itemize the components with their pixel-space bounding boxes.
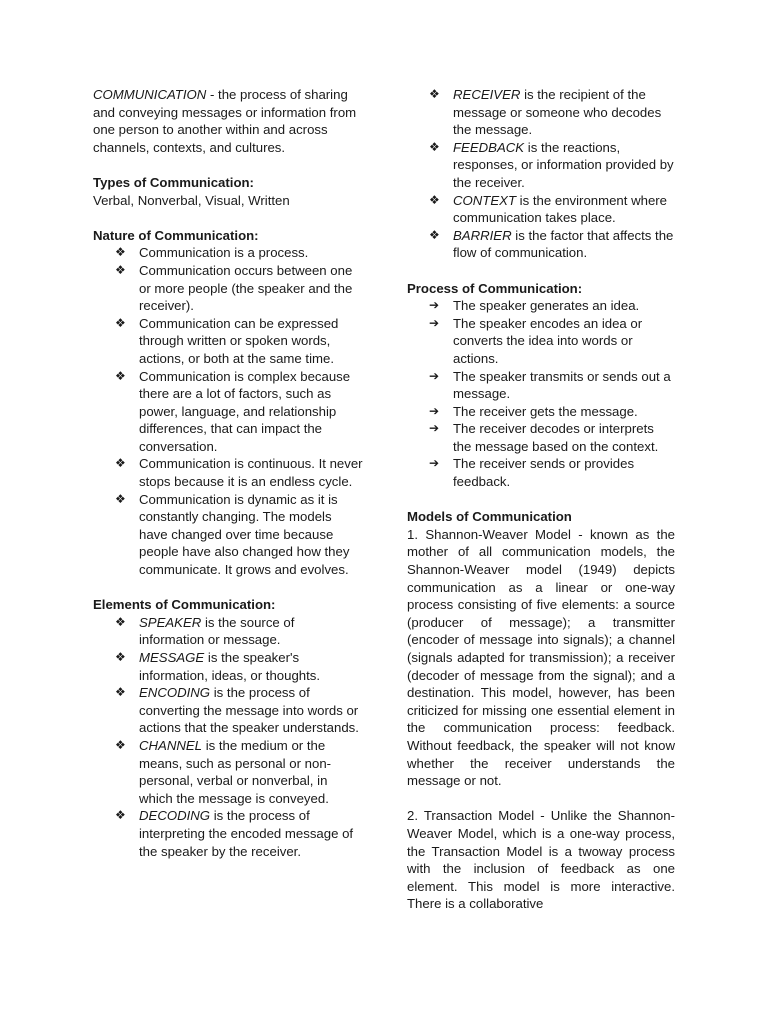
list-item: [407, 368, 675, 403]
list-item: [93, 244, 363, 262]
diamond-bullet-icon: ❖: [115, 368, 126, 383]
list-item-text: Communication is dynamic as it is constantly changing. The models have changed over time because people have also changed how they communicate. It grows and evolves.: [139, 491, 350, 578]
element-term: BARRIER: [453, 227, 512, 243]
element-term: DECODING: [139, 808, 211, 824]
diamond-bullet-icon: ❖: [429, 192, 440, 207]
diamond-bullet-icon: ❖: [115, 262, 126, 277]
process-heading: Process of Communication:: [407, 280, 583, 296]
element-text: is the process of converting the message into words or actions that the speaker understands.: [139, 685, 359, 736]
left-column: [93, 86, 363, 860]
intro-definition: - the process of sharing and conveying messages or information from one person to another within and across channels, contexts, and cultures.: [93, 87, 357, 155]
list-item: [93, 684, 363, 737]
element-text: is the recipient of the message or someone who decodes the message.: [453, 87, 662, 138]
element-term: MESSAGE: [139, 650, 205, 665]
list-item: [407, 192, 675, 227]
arrow-bullet-icon: ➔: [429, 403, 440, 418]
nature-heading: Nature of Communication:: [93, 227, 259, 243]
element-text: is the reactions, responses, or information provided by the receiver.: [453, 139, 674, 190]
shannon-weaver-paragraph: 1. Shannon-Weaver Model - known as the mother of all communication models, the Shannon-Weaver model (1949) depicts communication as a linear or one-way process consisting of five elements: a source (producer of message); a transmitter (encoder of message into signals); a channel (signals adapted for transmission); a receiver (decoder of message from the signal); and a destination. This model, however, has been criticized for missing one essential element in the communication process: feedback. Without feedback, the speaker will not know whether the receiver understands the message or not.: [407, 526, 675, 789]
models-heading: Models of Communication: [407, 509, 572, 525]
element-text: is the medium or the means, such as personal or non-personal, verbal or nonverbal, in which the message is conveyed.: [139, 737, 332, 806]
diamond-bullet-icon: ❖: [429, 227, 440, 242]
element-text: is the source of information or message.: [139, 614, 295, 648]
intro-paragraph: [93, 86, 363, 156]
diamond-bullet-icon: ❖: [115, 245, 126, 260]
element-term: SPEAKER: [139, 614, 202, 630]
diamond-bullet-icon: ❖: [429, 87, 440, 101]
diamond-bullet-icon: ❖: [115, 650, 126, 664]
diamond-bullet-icon: ❖: [115, 808, 126, 823]
list-item-text: The speaker generates an idea.: [453, 298, 640, 314]
list-item: [93, 807, 363, 860]
list-item: [407, 297, 675, 315]
list-item-text: Communication occurs between one or more people (the speaker and the receiver).: [139, 262, 353, 314]
element-term: CHANNEL: [139, 737, 203, 753]
arrow-bullet-icon: ➔: [429, 421, 440, 436]
elements-list-left: [93, 614, 363, 860]
list-item: [407, 420, 675, 455]
list-item-text: The speaker transmits or sends out a message.: [453, 368, 671, 402]
list-item: [93, 614, 363, 649]
list-item-text: The receiver decodes or interprets the message based on the context.: [453, 421, 659, 454]
list-item: [407, 455, 675, 490]
element-text: is the factor that affects the flow of communication.: [453, 227, 674, 261]
list-item: [407, 227, 675, 262]
arrow-bullet-icon: ➔: [429, 298, 440, 313]
arrow-bullet-icon: ➔: [429, 456, 440, 471]
diamond-bullet-icon: ❖: [115, 491, 126, 506]
diamond-bullet-icon: ❖: [115, 614, 126, 629]
list-item-text: Communication is complex because there are a lot of factors, such as power, language, and relationship differences, that can impact the conversation.: [139, 368, 351, 454]
element-term: FEEDBACK: [453, 139, 525, 155]
list-item: [407, 403, 675, 421]
diamond-bullet-icon: ❖: [115, 456, 126, 471]
nature-list: [93, 244, 363, 578]
list-item-text: The receiver gets the message.: [453, 403, 638, 419]
list-item: [93, 315, 363, 368]
list-item: [407, 315, 675, 368]
right-column: [407, 86, 675, 913]
list-item: [407, 86, 675, 139]
list-item: [93, 262, 363, 315]
diamond-bullet-icon: ❖: [429, 139, 440, 154]
list-item-text: Communication is continuous. It never stops because it is an endless cycle.: [139, 456, 363, 490]
elements-heading: Elements of Communication:: [93, 597, 276, 613]
list-item-text: The receiver sends or provides feedback.: [453, 456, 635, 490]
list-item: [93, 368, 363, 456]
list-item-text: Communication is a process.: [139, 245, 309, 261]
list-item: [93, 491, 363, 579]
list-item-text: Communication can be expressed through written or spoken words, actions, or both at the same time.: [139, 315, 339, 366]
list-item: [93, 737, 363, 807]
arrow-bullet-icon: ➔: [429, 368, 440, 383]
element-text: is the speaker's information, ideas, or thoughts.: [139, 650, 321, 683]
types-heading: Types of Communication:: [93, 174, 254, 190]
types-text: Verbal, Nonverbal, Visual, Written: [93, 192, 290, 208]
intro-term: COMMUNICATION: [93, 87, 207, 102]
list-item: [93, 649, 363, 684]
list-item: [407, 139, 675, 192]
element-term: ENCODING: [139, 685, 211, 701]
element-text: is the process of interpreting the encoded message of the speaker by the receiver.: [139, 808, 354, 859]
elements-list-right: [407, 86, 675, 262]
transaction-model-paragraph: 2. Transaction Model - Unlike the Shannon-Weaver Model, which is a one-way process, the Transaction Model is a twoway process with the inclusion of feedback as one element. This model is more interactive. There is a collaborative: [407, 808, 675, 912]
element-term: RECEIVER: [453, 87, 521, 102]
list-item: [93, 455, 363, 490]
arrow-bullet-icon: ➔: [429, 315, 440, 330]
diamond-bullet-icon: ❖: [115, 737, 126, 752]
element-term: CONTEXT: [453, 192, 517, 208]
element-text: is the environment where communication takes place.: [453, 192, 668, 226]
diamond-bullet-icon: ❖: [115, 315, 126, 330]
list-item-text: The speaker encodes an idea or converts the idea into words or actions.: [453, 315, 643, 366]
diamond-bullet-icon: ❖: [115, 685, 126, 700]
process-list: [407, 297, 675, 491]
